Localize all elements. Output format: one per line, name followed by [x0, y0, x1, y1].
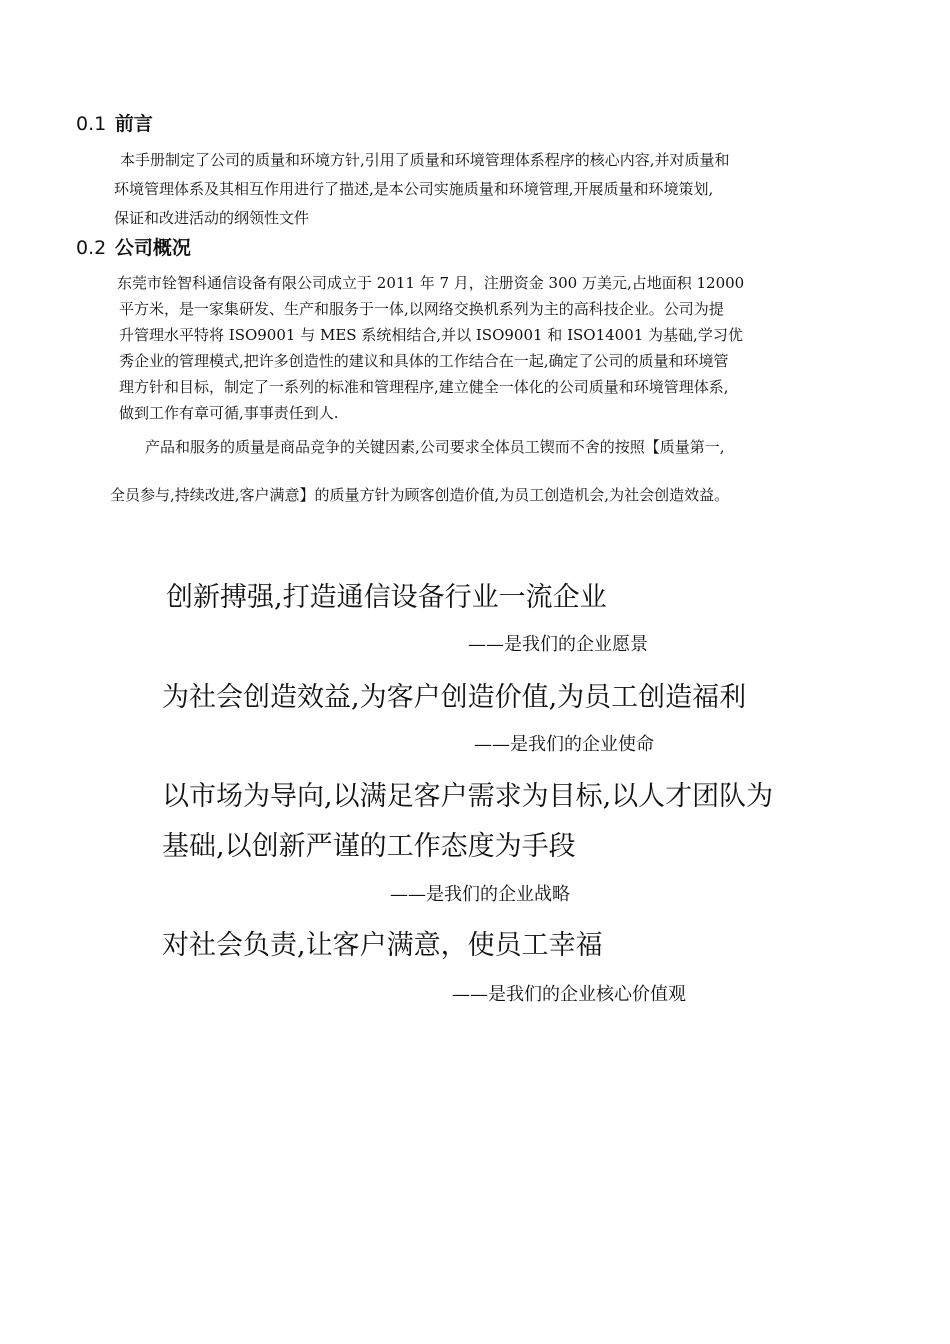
paragraph-line: 理方针和目标，制定了一系列的标准和管理程序,建立健全一体化的公司质量和环境管理体系,	[119, 378, 729, 396]
vision-statement: 创新搏强,打造通信设备行业一流企业	[166, 582, 607, 613]
paragraph-line: 平方米，是一家集研发、生产和服务于一体,以网络交换机系列为主的高科技企业。公司为提	[119, 300, 724, 318]
paragraph-line: 本手册制定了公司的质量和环境方针,引用了质量和环境管理体系程序的核心内容,并对质量和	[120, 151, 730, 169]
mission-statement: 为社会创造效益,为客户创造价值,为员工创造福利	[162, 682, 747, 713]
strategy-statement-line-2: 基础,以创新严谨的工作态度为手段	[162, 831, 576, 862]
strategy-attribution: ——是我们的企业战略	[390, 884, 570, 905]
paragraph-line: 保证和改进活动的纲领性文件	[114, 209, 310, 227]
paragraph-line: 环境管理体系及其相互作用进行了描述,是本公司实施质量和环境管理,开展质量和环境策划,	[114, 180, 714, 198]
preface-paragraph	[114, 146, 730, 233]
quality-policy-line-2: 全员参与,持续改进,客户满意】的质量方针为顾客创造价值,为员工创造机会,为社会创造效益。	[110, 486, 730, 504]
paragraph-line: 做到工作有章可循,事事责任到人.	[119, 404, 339, 422]
paragraph-line: 东莞市铨智科通信设备有限公司成立于 2011 年 7 月，注册资金 300 万美元,占地面积 12000	[117, 274, 745, 292]
section-heading-overview	[76, 236, 191, 260]
strategy-statement-line-1: 以市场为导向,以满足客户需求为目标,以人才团队为	[162, 781, 774, 812]
section-number: 0.1	[76, 113, 107, 135]
mission-attribution: ——是我们的企业使命	[474, 734, 654, 755]
quality-policy-line-1: 产品和服务的质量是商品竞争的关键因素,公司要求全体员工锲而不舍的按照【质量第一,	[145, 438, 725, 456]
core-values-statement: 对社会负责,让客户满意，使员工幸福	[162, 930, 603, 961]
section-title: 前言	[114, 113, 153, 135]
paragraph-line: 秀企业的管理模式,把许多创造性的建议和具体的工作结合在一起,确定了公司的质量和环境管	[119, 352, 729, 370]
paragraph-line: 升管理水平特将 ISO9001 与 MES 系统相结合,并以 ISO9001 和 ISO14001 为基础,学习优	[119, 326, 743, 344]
section-heading-preface	[76, 112, 153, 136]
section-title: 公司概况	[114, 237, 191, 259]
overview-paragraph	[119, 270, 744, 426]
core-values-attribution: ——是我们的企业核心价值观	[452, 984, 686, 1005]
vision-attribution: ——是我们的企业愿景	[468, 634, 648, 655]
section-number: 0.2	[76, 237, 107, 259]
